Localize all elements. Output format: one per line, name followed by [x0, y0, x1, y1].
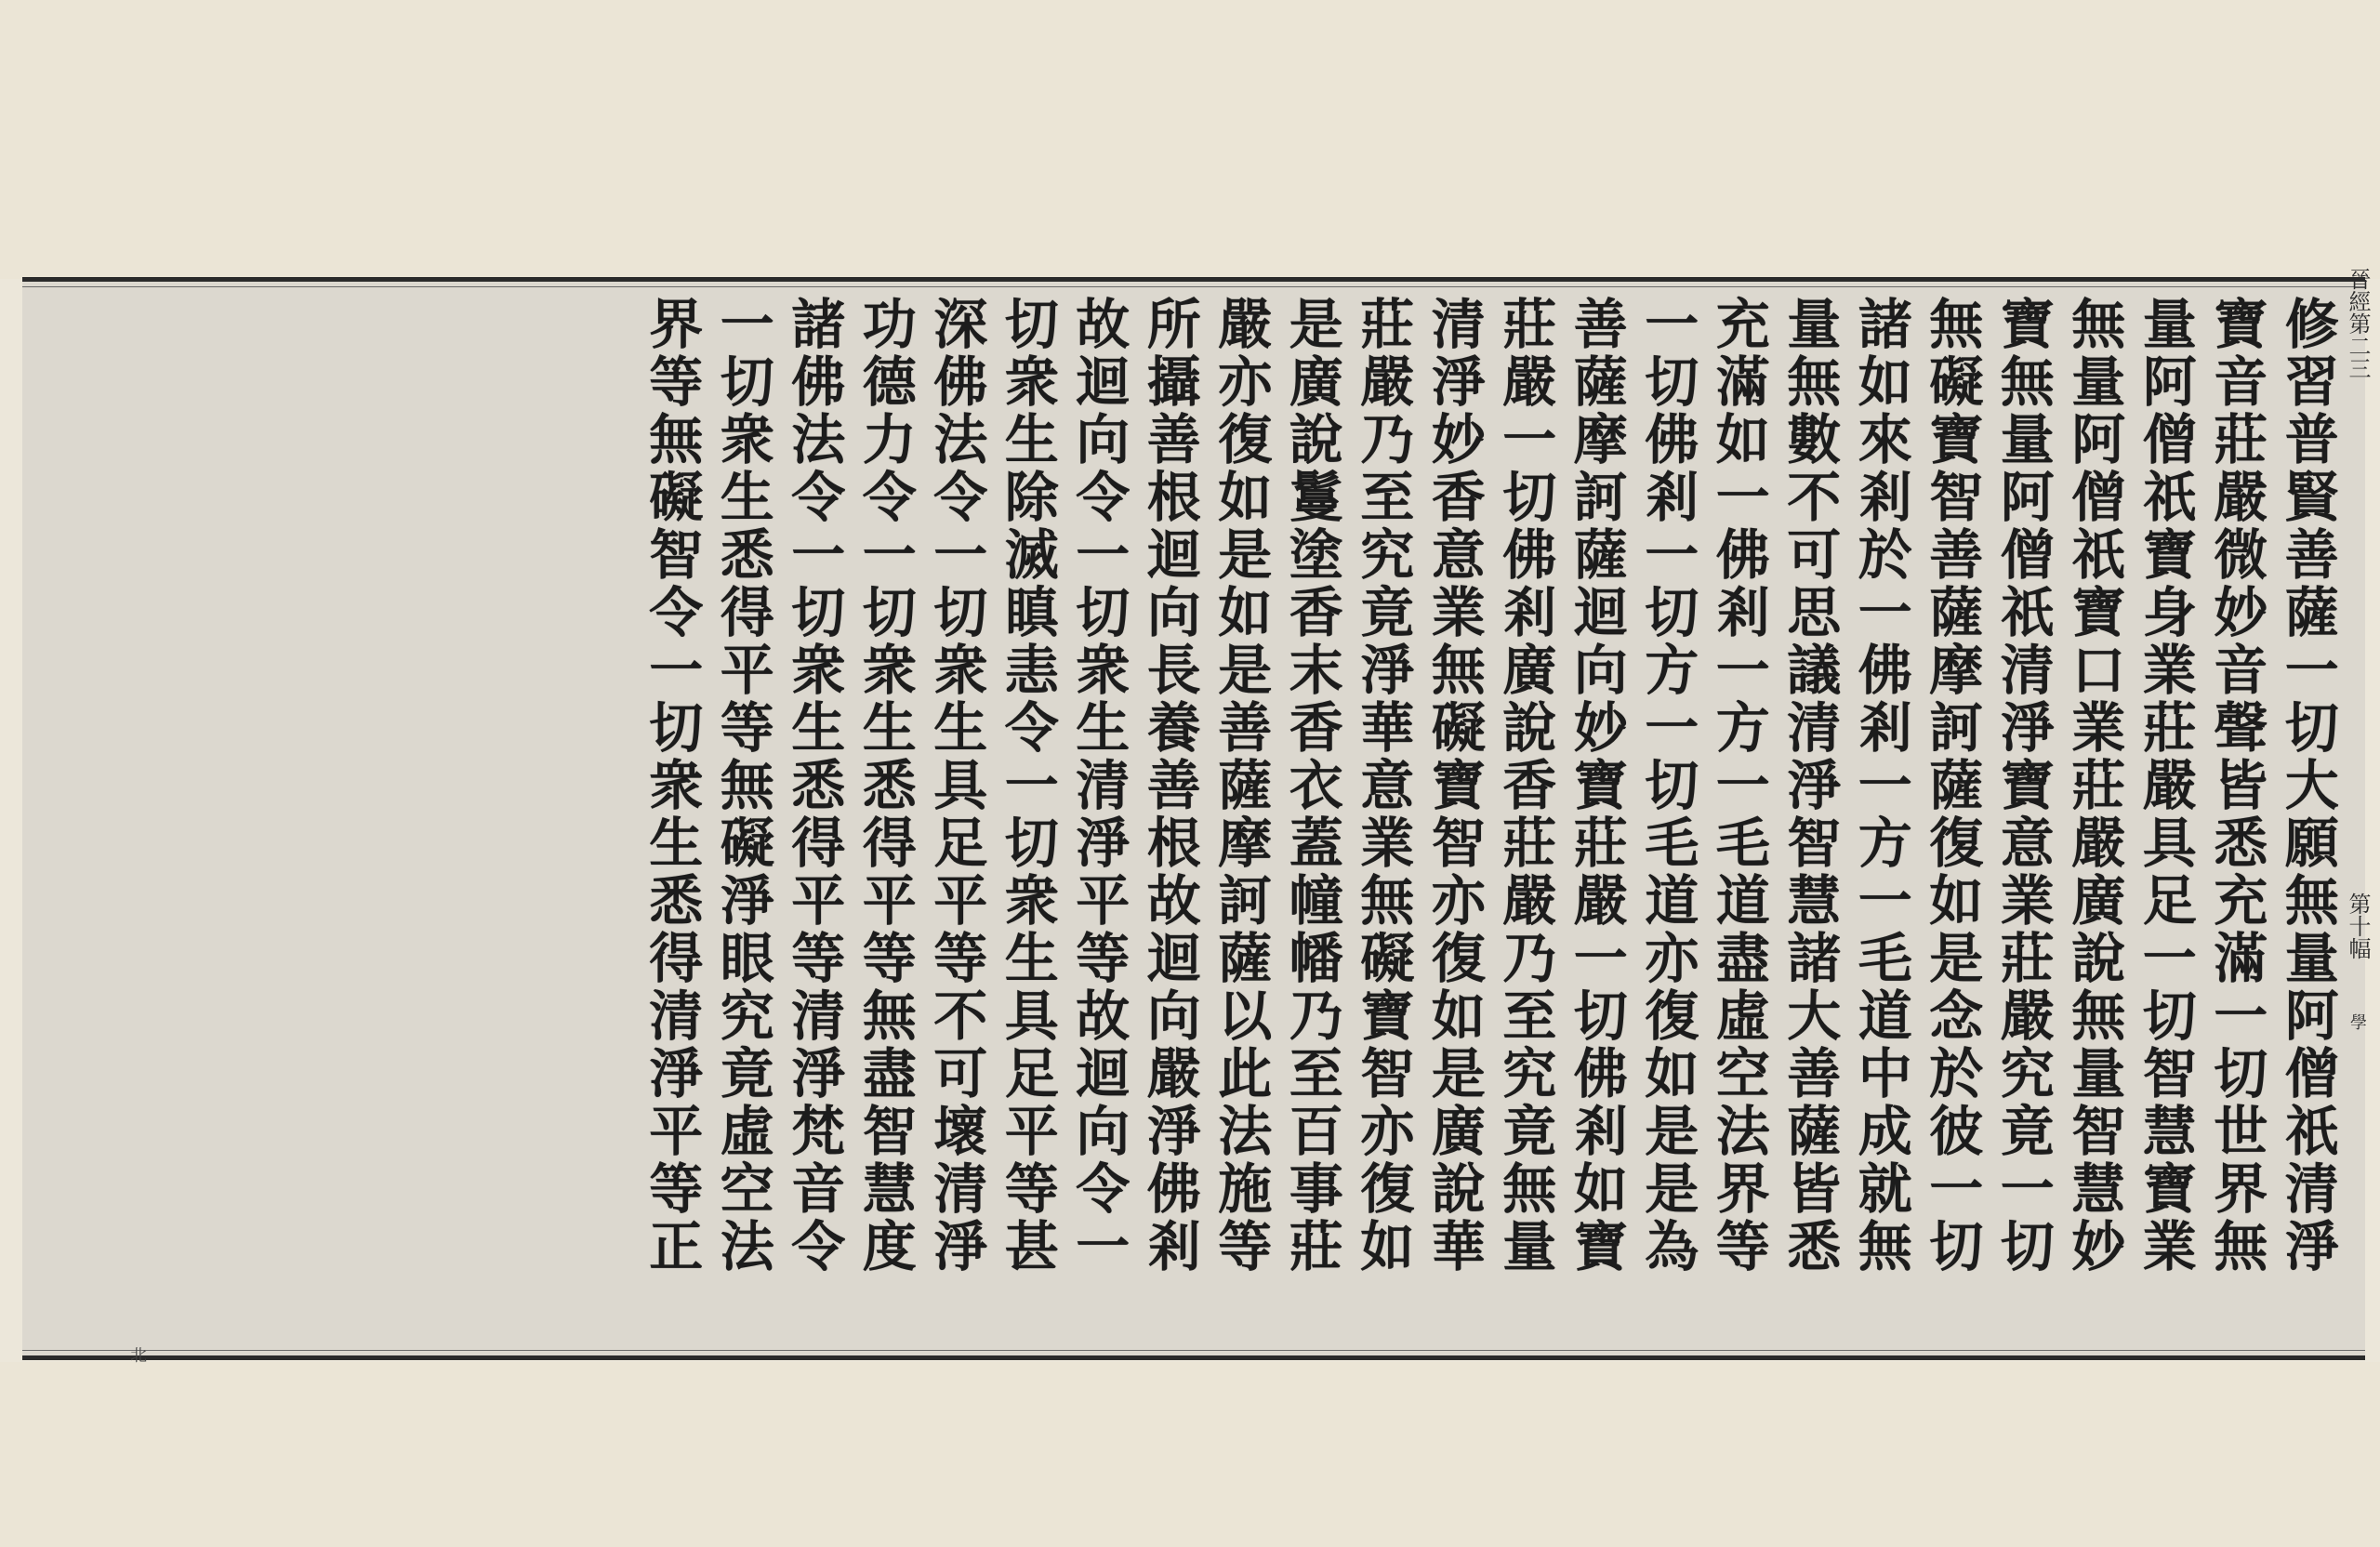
text-column-2: 寶音莊嚴微妙音聲皆悉充滿一切世界無 [2204, 296, 2268, 1276]
text-column-21: 功德力令一切衆生悉得平等無盡智慧度 [853, 296, 917, 1276]
text-column-7: 諸如來剎於一佛剎一方一毛道中成就無 [1848, 296, 1912, 1276]
bottom-rule [22, 1350, 2365, 1351]
margin-carver-mark: 學 [2347, 1013, 2367, 1030]
text-column-12: 莊嚴一切佛剎廣說香莊嚴乃至究竟無量 [1493, 296, 1557, 1276]
text-columns [636, 296, 2343, 1337]
text-column-19: 切衆生除滅瞋恚令一切衆生具足平等甚 [995, 296, 1059, 1276]
text-column-20: 深佛法令一切衆生具足平等不可壞清淨 [924, 296, 988, 1276]
margin-page-number: 第十幅 [2345, 892, 2371, 959]
text-column-3: 量阿僧祇寶身業莊嚴具足一切智慧寶業 [2133, 296, 2197, 1276]
text-column-4: 無量阿僧祇寶口業莊嚴廣說無量智慧妙 [2062, 296, 2126, 1276]
text-column-9: 充滿如一佛剎一方一毛道盡虛空法界等 [1706, 296, 1770, 1276]
text-column-24: 界等無礙智令一切衆生悉得清淨平等正 [640, 296, 704, 1276]
margin-sutra-title: 晉經第二三 [2345, 268, 2371, 379]
text-column-1: 修習普賢善薩一切大願無量阿僧祇清淨 [2275, 296, 2339, 1276]
text-column-22: 諸佛法令一切衆生悉得平等清淨梵音令 [782, 296, 846, 1276]
text-column-6: 無礙寶智善薩摩訶薩復如是念於彼一切 [1920, 296, 1984, 1276]
text-column-15: 是廣說鬘塗香末香衣蓋幢幡乃至百事莊 [1279, 296, 1343, 1276]
text-column-14: 莊嚴乃至究竟淨華意業無礙寶智亦復如 [1351, 296, 1415, 1276]
text-column-11: 善薩摩訶薩迴向妙寶莊嚴一切佛剎如寶 [1564, 296, 1628, 1276]
top-rule [22, 286, 2365, 287]
text-column-23: 一切衆生悉得平等無礙淨眼究竟虛空法 [710, 296, 774, 1276]
upper-paper-margin [0, 0, 2380, 279]
text-column-16: 嚴亦復如是如是善薩摩訶薩以此法施等 [1209, 296, 1273, 1276]
corner-mark: 北 [130, 1346, 147, 1366]
text-column-5: 寶無量阿僧祇清淨寶意業莊嚴究竟一切 [1990, 296, 2055, 1276]
lower-paper-margin [0, 1362, 2380, 1547]
text-column-10: 一切佛剎一切方一切毛道亦復如是是為 [1635, 296, 1699, 1276]
text-column-17: 所攝善根迴向長養善根故迴向嚴淨佛剎 [1137, 296, 1201, 1276]
text-column-13: 清淨妙香意業無礙寶智亦復如是廣說華 [1421, 296, 1486, 1276]
text-column-8: 量無數不可思議清淨智慧諸大善薩皆悉 [1778, 296, 1842, 1276]
text-column-18: 故迴向令一切衆生清淨平等故迴向令一 [1066, 296, 1130, 1276]
